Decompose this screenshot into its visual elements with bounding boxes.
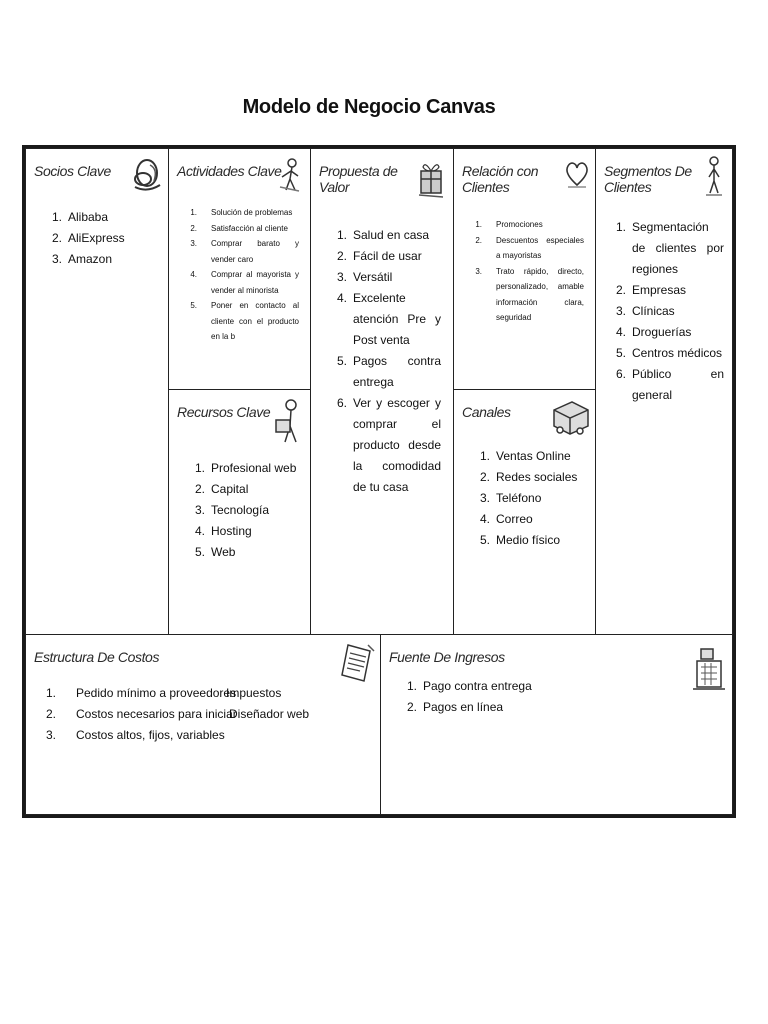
relacion-header: Relación con Clientes <box>462 163 539 195</box>
recursos-header: Recursos Clave <box>177 404 271 420</box>
gift-icon <box>415 157 447 199</box>
costos-list <box>40 683 330 746</box>
cell-recursos-clave <box>168 389 312 636</box>
costos-header: Estructura De Costos <box>34 649 160 665</box>
socios-header: Socios Clave <box>34 163 111 179</box>
cell-segmentos-clientes <box>595 148 733 636</box>
list-item: 3. Comprar barato y vender caro <box>190 239 299 264</box>
list-item: 2. Costos necesarios para iniciar Diseñador web <box>46 707 310 721</box>
cell-fuente-ingresos <box>380 634 733 815</box>
socios-list <box>40 207 160 270</box>
list-item: 1. Pago contra entrega <box>406 679 532 693</box>
list-item: 5. Poner en contacto al cliente con el producto en la b <box>190 301 299 341</box>
list-item: 1. Solución de problemas <box>190 208 293 217</box>
customer-icon <box>704 155 724 197</box>
list-item: 6. Ver y escoger y comprar el producto desde la comodidad de tu casa <box>336 396 441 494</box>
list-item: 5. Medio físico <box>479 533 561 547</box>
list-item: 2. Satisfacción al cliente <box>190 223 288 233</box>
relacion-list <box>468 217 584 326</box>
canales-header: Canales <box>462 404 511 420</box>
list-item: 4. Excelente atención Pre y Post venta <box>336 291 441 347</box>
actividades-list <box>183 205 299 345</box>
list-item: 4. Correo <box>479 512 533 526</box>
list-item: 5. Pagos contra entrega <box>336 354 441 389</box>
actividades-header: Actividades Clave <box>177 163 282 179</box>
worker-icon <box>277 157 303 193</box>
cell-canales <box>453 389 597 636</box>
list-item: 4. Comprar al mayorista y vender al minorista <box>190 270 299 295</box>
handshake-icon <box>130 157 164 193</box>
list-item: 3. Tecnología <box>194 503 270 517</box>
truck-icon <box>550 396 592 436</box>
list-item: 3. Costos altos, fijos, variables <box>46 728 225 742</box>
canales-list <box>468 446 588 551</box>
heart-icon <box>564 159 590 189</box>
list-item: 1. Salud en casa <box>336 228 430 242</box>
page-title: Modelo de Negocio Canvas <box>242 96 496 118</box>
list-item: 3. Clínicas <box>615 304 675 318</box>
ingresos-list <box>395 676 595 718</box>
list-item: 6. Público en general <box>615 367 724 402</box>
cell-actividades-clave <box>168 148 312 391</box>
list-item: 2. Redes sociales <box>479 470 578 484</box>
list-item: 4. Hosting <box>194 524 252 538</box>
person-box-icon <box>273 398 305 446</box>
list-item: 5. Web <box>194 545 236 559</box>
segmentos-list <box>604 217 724 406</box>
list-item: 3. Versátil <box>336 270 393 284</box>
canvas-board <box>22 145 736 818</box>
list-item: 2. Descuentos especiales a mayoristas <box>475 235 584 260</box>
cell-relacion-clientes <box>453 148 597 391</box>
list-item: 3. Amazon <box>51 252 113 266</box>
list-item: 1. Alibaba <box>51 210 109 224</box>
list-item: 5. Centros médicos <box>615 346 723 360</box>
propuesta-list <box>325 225 441 498</box>
list-item: 1. Promociones <box>475 220 543 229</box>
cell-estructura-costos <box>25 634 382 815</box>
propuesta-header: Propuesta de Valor <box>319 163 398 195</box>
list-item: 3. Teléfono <box>479 491 542 505</box>
recursos-list <box>183 458 303 563</box>
cell-propuesta-valor <box>310 148 455 636</box>
list-item: 1. Pedido mínimo a proveedores Impuestos <box>46 686 282 700</box>
list-item: 4. Droguerías <box>615 325 692 339</box>
cash-register-icon <box>691 643 727 691</box>
cell-socios-clave <box>25 148 170 636</box>
segmentos-header: Segmentos De Clientes <box>604 163 692 195</box>
list-item: 1. Ventas Online <box>479 449 571 463</box>
list-item: 2. Pagos en línea <box>406 700 504 714</box>
ingresos-header: Fuente De Ingresos <box>389 649 505 665</box>
list-item: 3. Trato rápido, directo, personalizado, amable información clara, seguridad <box>475 266 584 322</box>
list-item: 2. Capital <box>194 482 249 496</box>
list-item: 2. Fácil de usar <box>336 249 422 263</box>
list-item: 2. Empresas <box>615 283 687 297</box>
list-item: 2. AliExpress <box>51 231 125 245</box>
invoice-icon <box>340 641 376 685</box>
list-item: 1. Profesional web <box>194 461 297 475</box>
list-item: 1. Segmentación de clientes por regiones <box>615 220 724 276</box>
